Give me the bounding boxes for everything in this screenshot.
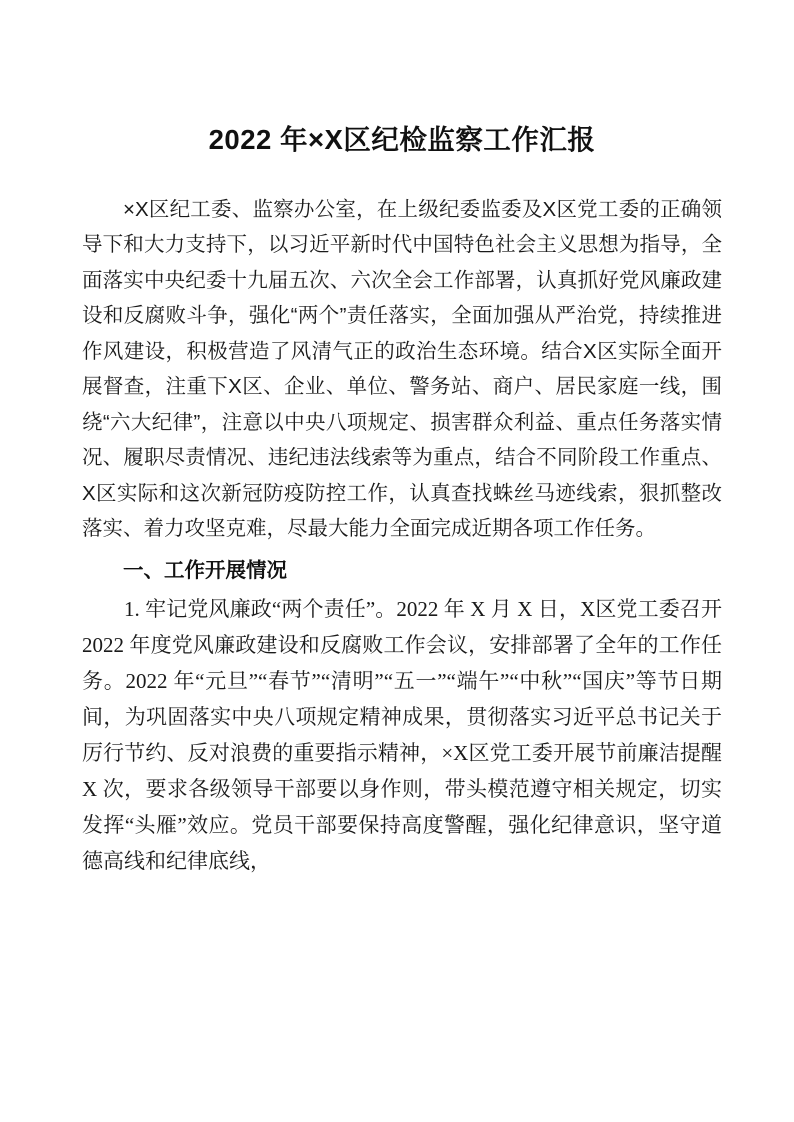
section-heading-work-progress: 一、工作开展情况 [123, 558, 287, 582]
page-title: 2022 年×X区纪检监察工作汇报 [208, 124, 596, 155]
paragraph-item-1: 1. 牢记党风廉政“两个责任”。2022 年 X 月 X 日，X区党工委召开 2022 年度党风廉政建设和反腐败工作会议，安排部署了全年的工作任务。2022 年“元旦”“春节”“清明”“五一”“端午”“中秋”“国庆”等节日期间，为巩固落实中央八项规定精神成果，贯彻落实习近平总书记关于厉行节约、反对浪费的重要指示精神，×X区党工委开展节前廉洁提醒 X 次，要求各级领导干部要以身作则，带头模范遵守相关规定，切实发挥“头雁”效应。党员干部要保持高度警醒，强化纪律意识，坚守道德高线和纪律底线， [82, 596, 722, 873]
paragraph-intro: ×X区纪工委、监察办公室，在上级纪委监委及X区党工委的正确领导下和大力支持下，以习近平新时代中国特色社会主义思想为指导，全面落实中央纪委十九届五次、六次全会工作部署，认真抓好党风廉政建设和反腐败斗争，强化“两个”责任落实，全面加强从严治党，持续推进作风建设，积极营造了风清气正的政治生态环境。结合X区实际全面开展督查，注重下X区、企业、单位、警务站、商户、居民家庭一线，围绕“六大纪律”，注意以中央八项规定、损害群众利益、重点任务落实情况、履职尽责情况、违纪违法线索等为重点，结合不同阶段工作重点、X区实际和这次新冠防疫防控工作，认真查找蛛丝马迹线索，狠抓整改落实、着力攻坚克难，尽最大能力全面完成近期各项工作任务。 [82, 197, 722, 541]
